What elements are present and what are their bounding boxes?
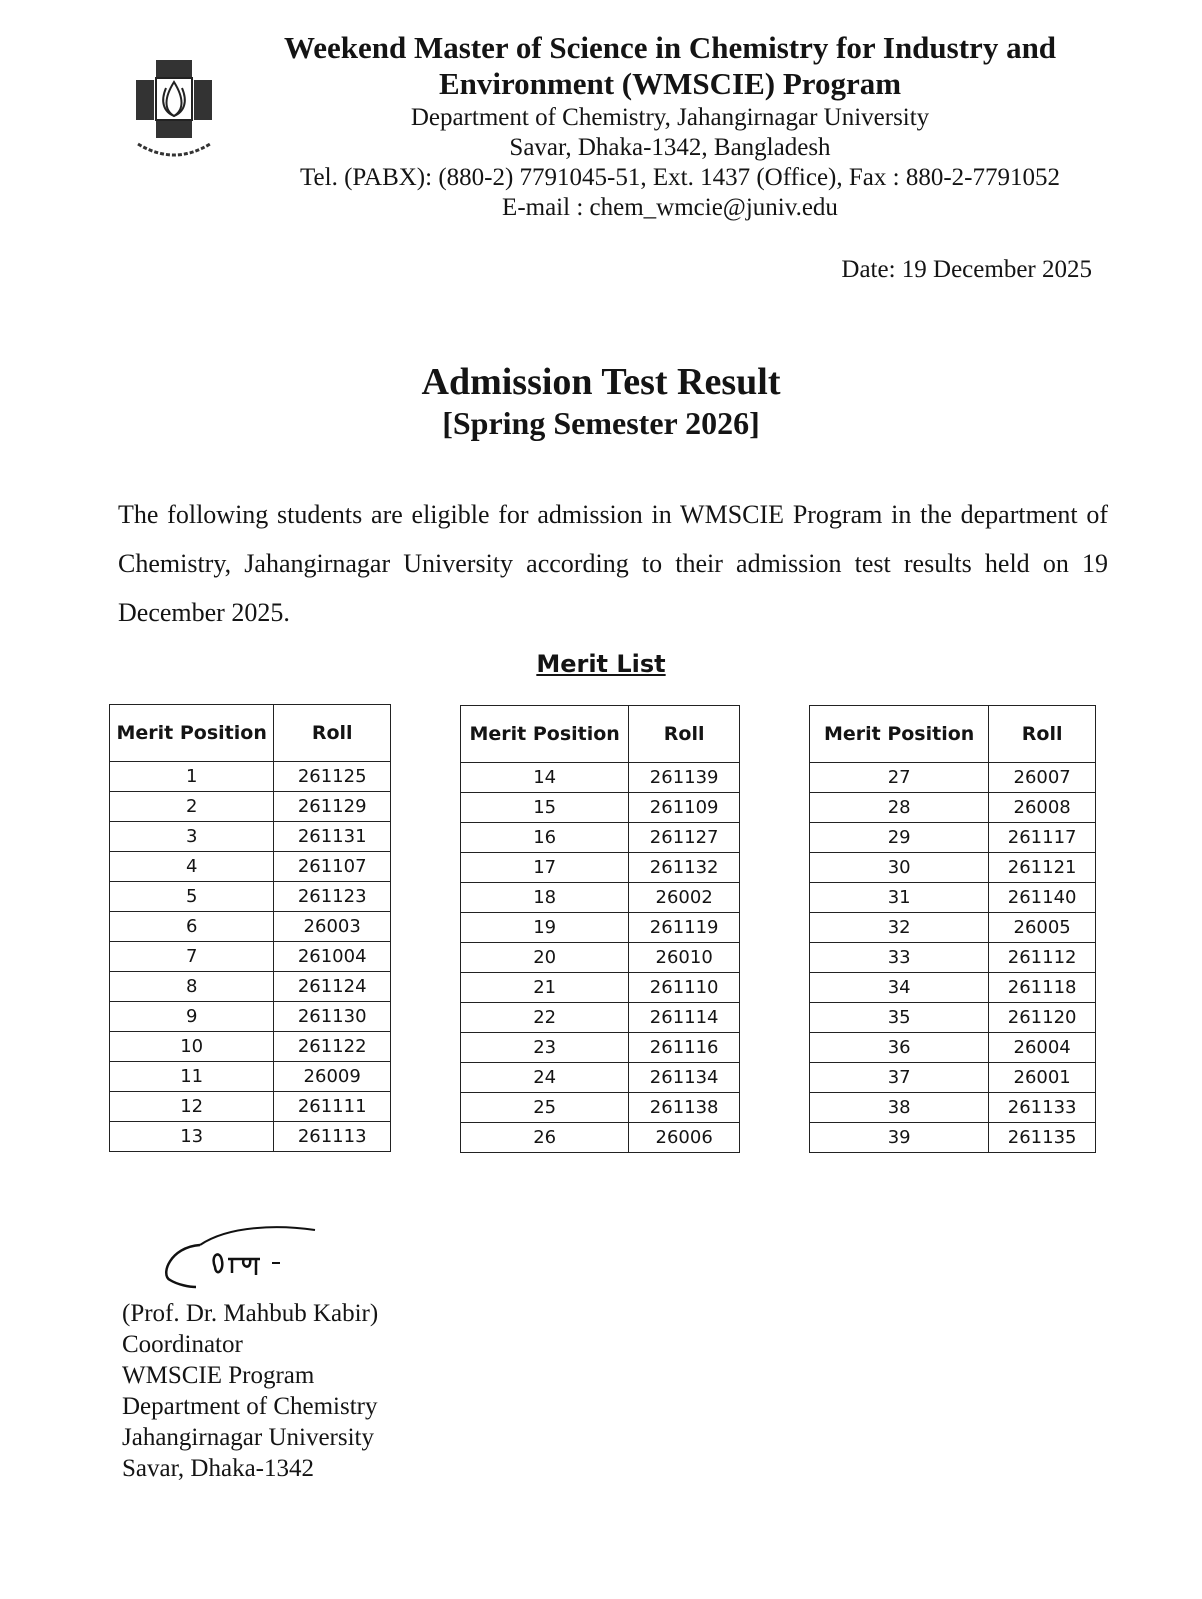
document-date: Date: 19 December 2025 xyxy=(841,256,1092,283)
table-row xyxy=(110,852,391,882)
table-row xyxy=(810,1063,1096,1093)
merit-position-cell: 13 xyxy=(110,1122,274,1152)
table-row xyxy=(810,943,1096,973)
table-row xyxy=(461,763,740,793)
signature-icon xyxy=(160,1225,330,1300)
merit-position-cell: 10 xyxy=(110,1032,274,1062)
column-header-roll: Roll xyxy=(274,705,391,762)
table-row xyxy=(810,883,1096,913)
roll-cell: 26004 xyxy=(989,1033,1096,1063)
table-row xyxy=(110,1122,391,1152)
merit-position-cell: 21 xyxy=(461,973,629,1003)
roll-cell: 261110 xyxy=(629,973,740,1003)
table-row xyxy=(810,1003,1096,1033)
roll-cell: 261117 xyxy=(989,823,1096,853)
signatory-role: Coordinator xyxy=(122,1331,243,1358)
merit-position-cell: 15 xyxy=(461,793,629,823)
roll-cell: 26005 xyxy=(989,913,1096,943)
roll-cell: 261119 xyxy=(629,913,740,943)
roll-cell: 261109 xyxy=(629,793,740,823)
program-title-line1: Weekend Master of Science in Chemistry for Industry and xyxy=(283,30,1057,65)
table-row xyxy=(461,1063,740,1093)
signatory-address: Savar, Dhaka-1342 xyxy=(122,1455,314,1482)
table-row xyxy=(810,763,1096,793)
merit-position-cell: 36 xyxy=(810,1033,989,1063)
table-row xyxy=(461,1003,740,1033)
university-logo-icon xyxy=(128,58,220,168)
roll-cell: 261123 xyxy=(274,882,391,912)
roll-cell: 261112 xyxy=(989,943,1096,973)
roll-cell: 26006 xyxy=(629,1123,740,1153)
roll-cell: 261127 xyxy=(629,823,740,853)
merit-position-cell: 4 xyxy=(110,852,274,882)
table-row xyxy=(461,973,740,1003)
roll-cell: 261116 xyxy=(629,1033,740,1063)
roll-cell: 261130 xyxy=(274,1002,391,1032)
merit-position-cell: 38 xyxy=(810,1093,989,1123)
column-header-roll: Roll xyxy=(989,706,1096,763)
roll-cell: 261004 xyxy=(274,942,391,972)
roll-cell: 261120 xyxy=(989,1003,1096,1033)
roll-cell: 261132 xyxy=(629,853,740,883)
address-line: Savar, Dhaka-1342, Bangladesh xyxy=(509,134,831,161)
table-row xyxy=(461,823,740,853)
merit-table-2 xyxy=(460,705,740,1153)
column-header-merit-position: Merit Position xyxy=(110,705,274,762)
merit-position-cell: 23 xyxy=(461,1033,629,1063)
table-row xyxy=(461,1123,740,1153)
merit-position-cell: 24 xyxy=(461,1063,629,1093)
merit-position-cell: 11 xyxy=(110,1062,274,1092)
table-row xyxy=(110,912,391,942)
column-header-merit-position: Merit Position xyxy=(810,706,989,763)
table-row xyxy=(110,942,391,972)
roll-cell: 261114 xyxy=(629,1003,740,1033)
roll-cell: 261133 xyxy=(989,1093,1096,1123)
merit-position-cell: 9 xyxy=(110,1002,274,1032)
merit-position-cell: 28 xyxy=(810,793,989,823)
table-row xyxy=(461,913,740,943)
table-row xyxy=(810,1093,1096,1123)
merit-position-cell: 35 xyxy=(810,1003,989,1033)
table-row xyxy=(110,762,391,792)
table-row xyxy=(810,913,1096,943)
department-line: Department of Chemistry, Jahangirnagar University xyxy=(410,104,930,131)
column-header-roll: Roll xyxy=(629,706,740,763)
roll-cell: 261139 xyxy=(629,763,740,793)
merit-position-cell: 30 xyxy=(810,853,989,883)
merit-position-cell: 16 xyxy=(461,823,629,853)
table-row xyxy=(810,973,1096,1003)
merit-position-cell: 18 xyxy=(461,883,629,913)
roll-cell: 261135 xyxy=(989,1123,1096,1153)
merit-position-cell: 26 xyxy=(461,1123,629,1153)
table-row xyxy=(461,853,740,883)
roll-cell: 261131 xyxy=(274,822,391,852)
column-header-merit-position: Merit Position xyxy=(461,706,629,763)
roll-cell: 26002 xyxy=(629,883,740,913)
merit-position-cell: 19 xyxy=(461,913,629,943)
table-row xyxy=(110,1062,391,1092)
roll-cell: 261113 xyxy=(274,1122,391,1152)
merit-position-cell: 5 xyxy=(110,882,274,912)
roll-cell: 26001 xyxy=(989,1063,1096,1093)
notice-body: The following students are eligible for admission in WMSCIE Program in the department of Chemistry, Jahangirnagar University according to their admission test results held on 19 December 2025. xyxy=(118,500,1108,627)
roll-cell: 26007 xyxy=(989,763,1096,793)
roll-cell: 261138 xyxy=(629,1093,740,1123)
program-title-line2: Environment (WMSCIE) Program xyxy=(438,66,902,101)
merit-position-cell: 39 xyxy=(810,1123,989,1153)
table-row xyxy=(110,822,391,852)
roll-cell: 26010 xyxy=(629,943,740,973)
roll-cell: 26003 xyxy=(274,912,391,942)
merit-position-cell: 33 xyxy=(810,943,989,973)
merit-position-cell: 6 xyxy=(110,912,274,942)
table-row xyxy=(810,793,1096,823)
table-row xyxy=(110,882,391,912)
page-title: Admission Test Result xyxy=(421,361,781,403)
table-row xyxy=(810,853,1096,883)
contact-line: Tel. (PABX): (880-2) 7791045-51, Ext. 1437 (Office), Fax : 880-2-7791052 xyxy=(300,164,1060,191)
table-row xyxy=(461,793,740,823)
merit-table-1 xyxy=(109,704,391,1152)
roll-cell: 261111 xyxy=(274,1092,391,1122)
email-line: E-mail : chem_wmcie@juniv.edu xyxy=(502,194,838,221)
table-row xyxy=(110,1092,391,1122)
table-row xyxy=(810,823,1096,853)
merit-position-cell: 12 xyxy=(110,1092,274,1122)
merit-position-cell: 34 xyxy=(810,973,989,1003)
merit-position-cell: 37 xyxy=(810,1063,989,1093)
roll-cell: 26008 xyxy=(989,793,1096,823)
signatory-name: (Prof. Dr. Mahbub Kabir) xyxy=(122,1300,379,1327)
roll-cell: 261124 xyxy=(274,972,391,1002)
merit-position-cell: 20 xyxy=(461,943,629,973)
merit-position-cell: 22 xyxy=(461,1003,629,1033)
signatory-university: Jahangirnagar University xyxy=(122,1424,375,1451)
page-subtitle: [Spring Semester 2026] xyxy=(442,405,760,441)
signatory-block xyxy=(122,1298,378,1484)
merit-position-cell: 14 xyxy=(461,763,629,793)
table-row xyxy=(461,883,740,913)
roll-cell: 261107 xyxy=(274,852,391,882)
table-row xyxy=(461,943,740,973)
merit-position-cell: 32 xyxy=(810,913,989,943)
merit-position-cell: 29 xyxy=(810,823,989,853)
merit-position-cell: 25 xyxy=(461,1093,629,1123)
signatory-program: WMSCIE Program xyxy=(122,1362,315,1389)
table-row xyxy=(461,1033,740,1063)
roll-cell: 261122 xyxy=(274,1032,391,1062)
roll-cell: 261140 xyxy=(989,883,1096,913)
roll-cell: 261118 xyxy=(989,973,1096,1003)
merit-position-cell: 8 xyxy=(110,972,274,1002)
table-row xyxy=(461,1093,740,1123)
roll-cell: 261134 xyxy=(629,1063,740,1093)
signatory-department: Department of Chemistry xyxy=(122,1393,378,1420)
roll-cell: 261125 xyxy=(274,762,391,792)
table-row xyxy=(810,1123,1096,1153)
table-row xyxy=(810,1033,1096,1063)
merit-position-cell: 3 xyxy=(110,822,274,852)
table-row xyxy=(110,792,391,822)
merit-position-cell: 31 xyxy=(810,883,989,913)
merit-table-3 xyxy=(809,705,1096,1153)
merit-position-cell: 7 xyxy=(110,942,274,972)
program-title xyxy=(230,30,1110,102)
roll-cell: 261121 xyxy=(989,853,1096,883)
merit-position-cell: 17 xyxy=(461,853,629,883)
roll-cell: 26009 xyxy=(274,1062,391,1092)
table-row xyxy=(110,972,391,1002)
table-row xyxy=(110,1002,391,1032)
merit-position-cell: 1 xyxy=(110,762,274,792)
table-row xyxy=(110,1032,391,1062)
merit-position-cell: 2 xyxy=(110,792,274,822)
roll-cell: 261129 xyxy=(274,792,391,822)
merit-list-heading: Merit List xyxy=(536,650,666,678)
merit-position-cell: 27 xyxy=(810,763,989,793)
